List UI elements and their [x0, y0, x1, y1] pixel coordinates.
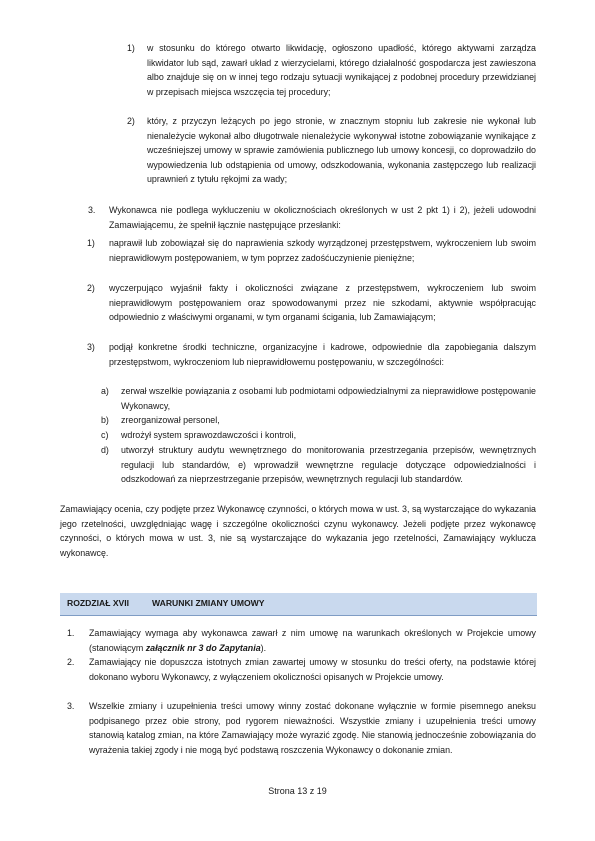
list-item-text: wyczerpująco wyjaśnił fakty i okoliczności związane z przestępstwem, wykroczeniem lub swoim nieprawidłowym postępowaniem oraz spowodowanymi przez nie szkodami, aktywnie współpracując odpowiednio z właściwymi organami, w tym organami ścigania, lub Zamawiającym; [109, 283, 536, 323]
section-title: WARUNKI ZMIANY UMOWY [152, 598, 265, 608]
list-item-text: utworzył struktury audytu wewnętrznego do monitorowania przestrzegania przepisów, wewnętrznych regulacji lub standardów, e) wprowadził wewnętrzne regulacje dotyczące odpowiedzialności i odszkodowań za nieprzestrzeganie przepisów, wewnętrznych regulacji lub standardów. [121, 445, 536, 485]
list-item-text: w stosunku do którego otwarto likwidację, ogłoszono upadłość, którego aktywami zarządza likwidator lub sąd, zawarł układ z wierzycielami, którego działalność gospodarcza jest zawieszona albo znajduje się on w innej tego rodzaju sytuacji wynikającej z podobnej procedury przewidzianej w przepisach miejsca wszczęcia tej procedury; [147, 43, 536, 97]
section-label: ROZDZIAŁ XVII [67, 598, 130, 608]
section-header [60, 593, 537, 616]
list-number: 1. [67, 628, 75, 638]
list-number: 2. [67, 657, 75, 667]
list-item-text: Wszelkie zmiany i uzupełnienia treści umowy winny zostać dokonane wyłącznie w formie pisemnego aneksu podpisanego przez obie strony, pod rygorem nieważności. Wszystkie zmiany i uzupełnienia treści umowy stanowią katalog zmian, na które Zamawiający może wyrazić zgodę. Nie stanowią jednocześnie zobowiązania do wyrażenia takiej zgody i nie mogą być podstawą roszczenia Wykonawcy o dokonanie zmian. [89, 701, 536, 755]
list-number: 3. [88, 205, 96, 215]
list-number: 1) [127, 43, 135, 53]
list-item-text: wdrożył system sprawozdawczości i kontroli, [121, 430, 297, 440]
list-number: 2) [127, 116, 135, 126]
list-letter: a) [101, 386, 109, 396]
attachment-reference: załącznik nr 3 do Zapytania [145, 642, 261, 653]
list-item-text: Wykonawca nie podlega wykluczeniu w okolicznościach określonych w ust 2 pkt 1) i 2), jeżeli udowodni Zamawiającemu, że spełnił łącznie następujące przesłanki: [109, 205, 536, 230]
list-item-text: podjął konkretne środki techniczne, organizacyjne i kadrowe, odpowiednie dla zapobiegania dalszym przestępstwom, wykroczeniom lub nieprawidłowemu postępowaniu, w szczególności: [109, 342, 536, 367]
list-item-text: Zamawiający wymaga aby wykonawca zawarł z nim umowę na warunkach określonych w Projekcie umowy (stanowiącym załącznik nr 3 do Zapytania). [89, 628, 536, 653]
list-number: 2) [87, 283, 95, 293]
list-number: 3. [67, 701, 75, 711]
body-paragraph: Zamawiający ocenia, czy podjęte przez Wykonawcę czynności, o których mowa w ust. 3, są wystarczające do wykazania jego rzetelności, uwzględniając wagę i szczególne okoliczności czynu wykonawcy. Jeżeli podjęte przez wykonawcę czynności, o których mowa w ust. 3, nie są wystarczające do wykazania jego rzetelności, Zamawiający wyklucza wykonawcę. [60, 504, 536, 558]
list-letter: b) [101, 415, 109, 425]
list-number: 1) [87, 238, 95, 248]
list-item-text: naprawił lub zobowiązał się do naprawienia szkody wyrządzonej przestępstwem, wykroczeniem lub swoim nieprawidłowym postępowaniem, w tym poprzez zadośćuczynienie pieniężne; [109, 238, 536, 263]
list-letter: c) [101, 430, 109, 440]
list-item-text: zreorganizował personel, [121, 415, 220, 425]
page-footer: Strona 13 z 19 [268, 786, 327, 796]
list-letter: d) [101, 445, 109, 455]
list-item-text: zerwał wszelkie powiązania z osobami lub podmiotami odpowiedzialnymi za nieprawidłowe postępowanie Wykonawcy, [121, 386, 536, 411]
list-item-text: który, z przyczyn leżących po jego stronie, w znacznym stopniu lub zakresie nie wykonał lub nienależycie wykonał albo długotrwale nienależycie wykonywał istotne zobowiązanie wynikające z wcześniejszej umowy w sprawie zamówienia publicznego lub umowy koncesji, co doprowadziło do wypowiedzenia lub odstąpienia od umowy, odszkodowania, wykonania zastępczego lub realizacji uprawnień z tytułu rękojmi za wady; [147, 116, 536, 185]
list-number: 3) [87, 342, 95, 352]
list-item-text: Zamawiający nie dopuszcza istotnych zmian zawartej umowy w stosunku do treści oferty, na podstawie której dokonano wyboru Wykonawcy, z wyłączeniem okoliczności opisanych w Projekcie umowy. [89, 657, 536, 682]
